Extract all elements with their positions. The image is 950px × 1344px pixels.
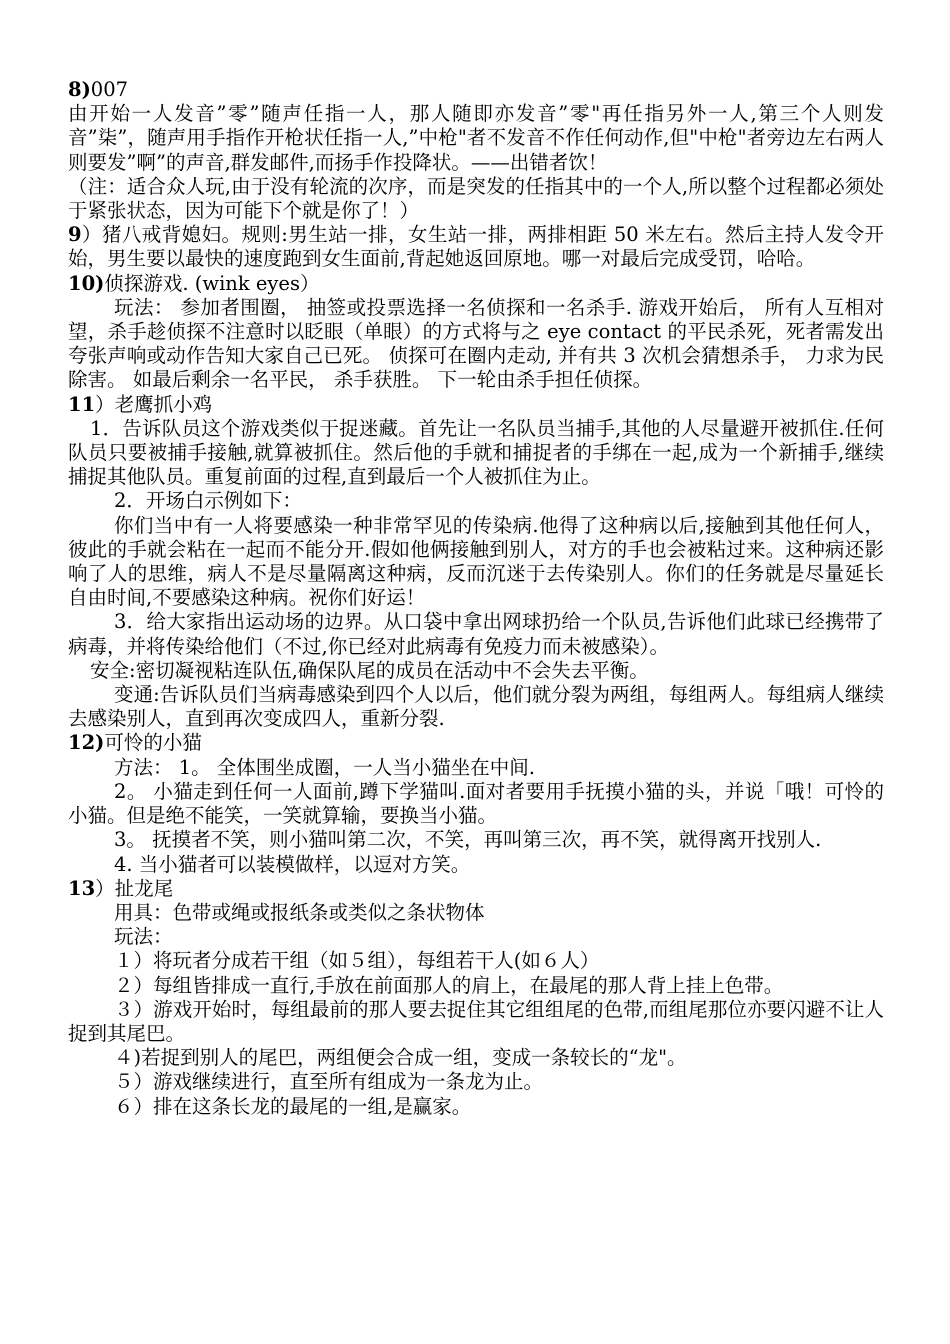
paragraph: 2．开场白示例如下： [114,489,302,513]
section-13-heading [68,877,884,901]
section-10-heading [68,272,884,296]
section-number: 10) [68,271,105,295]
list-item: ３）游戏开始时，每组最前的那人要去捉住其它组组尾的色带,而组尾那位亦要闪避不让人捉到其尾巴。 [68,997,884,1045]
paragraph: （注：适合众人玩,由于没有轮流的次序，而是突发的任指其中的一个人,所以整个过程都必须处于紧张状态，因为可能下个就是你了！） [68,174,884,223]
paragraph: 2。 小猫走到任何一人面前,蹲下学猫叫.面对者要用手抚摸小猫的头，并说「哦！可怜的小猫。但是绝不能笑，一笑就算输，要换当小猫。 [68,779,884,828]
paragraph: 用具：色带或绳或报纸条或类似之条状物体 [114,900,485,924]
paragraph: 由开始一人发音”零”随声任指一人，那人随即亦发音”零"再任指另外一人,第三个人则发音”柒”，随声用手指作开枪状任指一人,”中枪"者不发音不作任何动作,但"中枪"者旁边左右两人则要发”啊”的声音,群发邮件,而扬手作投降状。——出错者饮！ [68,102,884,174]
document-page [68,78,884,1119]
section-number: 9 [68,223,82,247]
paragraph-text: ）猪八戒背媳妇。规则:男生站一排，女生站一排，两排相距 50 米左右。然后主持人发令开始，男生要以最快的速度跑到女生面前,背起她返回原地。哪一对最后完成受罚，哈哈。 [68,223,884,271]
section-9-paragraph [68,223,884,271]
list-item: ２）每组皆排成一直行,手放在前面那人的肩上，在最尾的那人背上挂上色带。 [114,973,784,997]
section-title: 007 [90,78,129,101]
list-item: ５）游戏继续进行，直至所有组成为一条龙为止。 [114,1070,544,1094]
list-item: ４)若捉到别人的尾巴，两组便会合成一组，变成一条较长的“龙"。 [114,1046,687,1070]
list-item: ６）排在这条长龙的最尾的一组,是赢家。 [114,1094,472,1118]
section-12-heading [68,731,884,755]
paragraph: 玩法： [114,925,173,949]
section-title: 可怜的小猫 [104,731,202,755]
paragraph: 方法： 1。 全体围坐成圈，一人当小猫坐在中间. [114,755,536,779]
section-number: 13 [68,876,96,900]
paragraph: 安全:密切凝视粘连队伍,确保队尾的成员在活动中不会失去平衡。 [90,658,649,682]
list-item: １）将玩者分成若干组（如５组），每组若干人(如６人） [114,949,600,973]
section-11-heading [68,393,884,417]
paragraph: 3。 抚摸者不笑，则小猫叫第二次，不笑，再叫第三次，再不笑，就得离开找别人. [114,828,822,852]
paragraph: 玩法： 参加者围圈， 抽签或投票选择一名侦探和一名杀手. 游戏开始后， 所有人互相对望，杀手趁侦探不注意时以眨眼（单眼）的方式将与之 eye contact 的平民杀死，死者需发出夸张声响或动作告知大家自己已死。 侦探可在圈内走动, 并有共 3 次机会猜想杀手， 力求为民除害。 如最后剩余一名平民， 杀手获胜。 下一轮由杀手担任侦探。 [68,295,884,392]
section-number: 8) [68,78,91,101]
section-title: 侦探游戏. (wink eyes） [104,271,320,295]
section-title: ）老鹰抓小鸡 [95,392,213,416]
section-number: 12) [68,731,105,755]
paragraph: 4. 当小猫者可以装模做样，以逗对方笑。 [114,852,471,876]
paragraph: 你们当中有一人将要感染一种非常罕见的传染病.他得了这种病以后,接触到其他任何人，彼此的手就会粘在一起而不能分开.假如他俩接触到别人，对方的手也会被粘过来。这种病还影响了人的思维，病人不是尽量隔离这种病，反而沉迷于去传染别人。你们的任务就是尽量延长自由时间,不要感染这种病。祝你们好运！ [68,513,884,610]
section-title: ）扯龙尾 [95,876,174,900]
paragraph: 3．给大家指出运动场的边界。从口袋中拿出网球扔给一个队员,告诉他们此球已经携带了病毒，并将传染给他们（不过,你已经对此病毒有免疫力而未被感染）。 [68,610,884,658]
section-number: 11 [68,392,96,416]
section-8-heading [68,78,884,102]
paragraph: 1．告诉队员这个游戏类似于捉迷藏。首先让一名队员当捕手,其他的人尽量避开被抓住.任何队员只要被捕手接触,就算被抓住。然后他的手就和捕捉者的手绑在一起,成为一个新捕手,继续捕捉其他队员。重复前面的过程,直到最后一个人被抓住为止。 [68,416,884,489]
paragraph: 变通:告诉队员们当病毒感染到四个人以后，他们就分裂为两组，每组两人。每组病人继续去感染别人，直到再次变成四人，重新分裂. [68,683,884,731]
